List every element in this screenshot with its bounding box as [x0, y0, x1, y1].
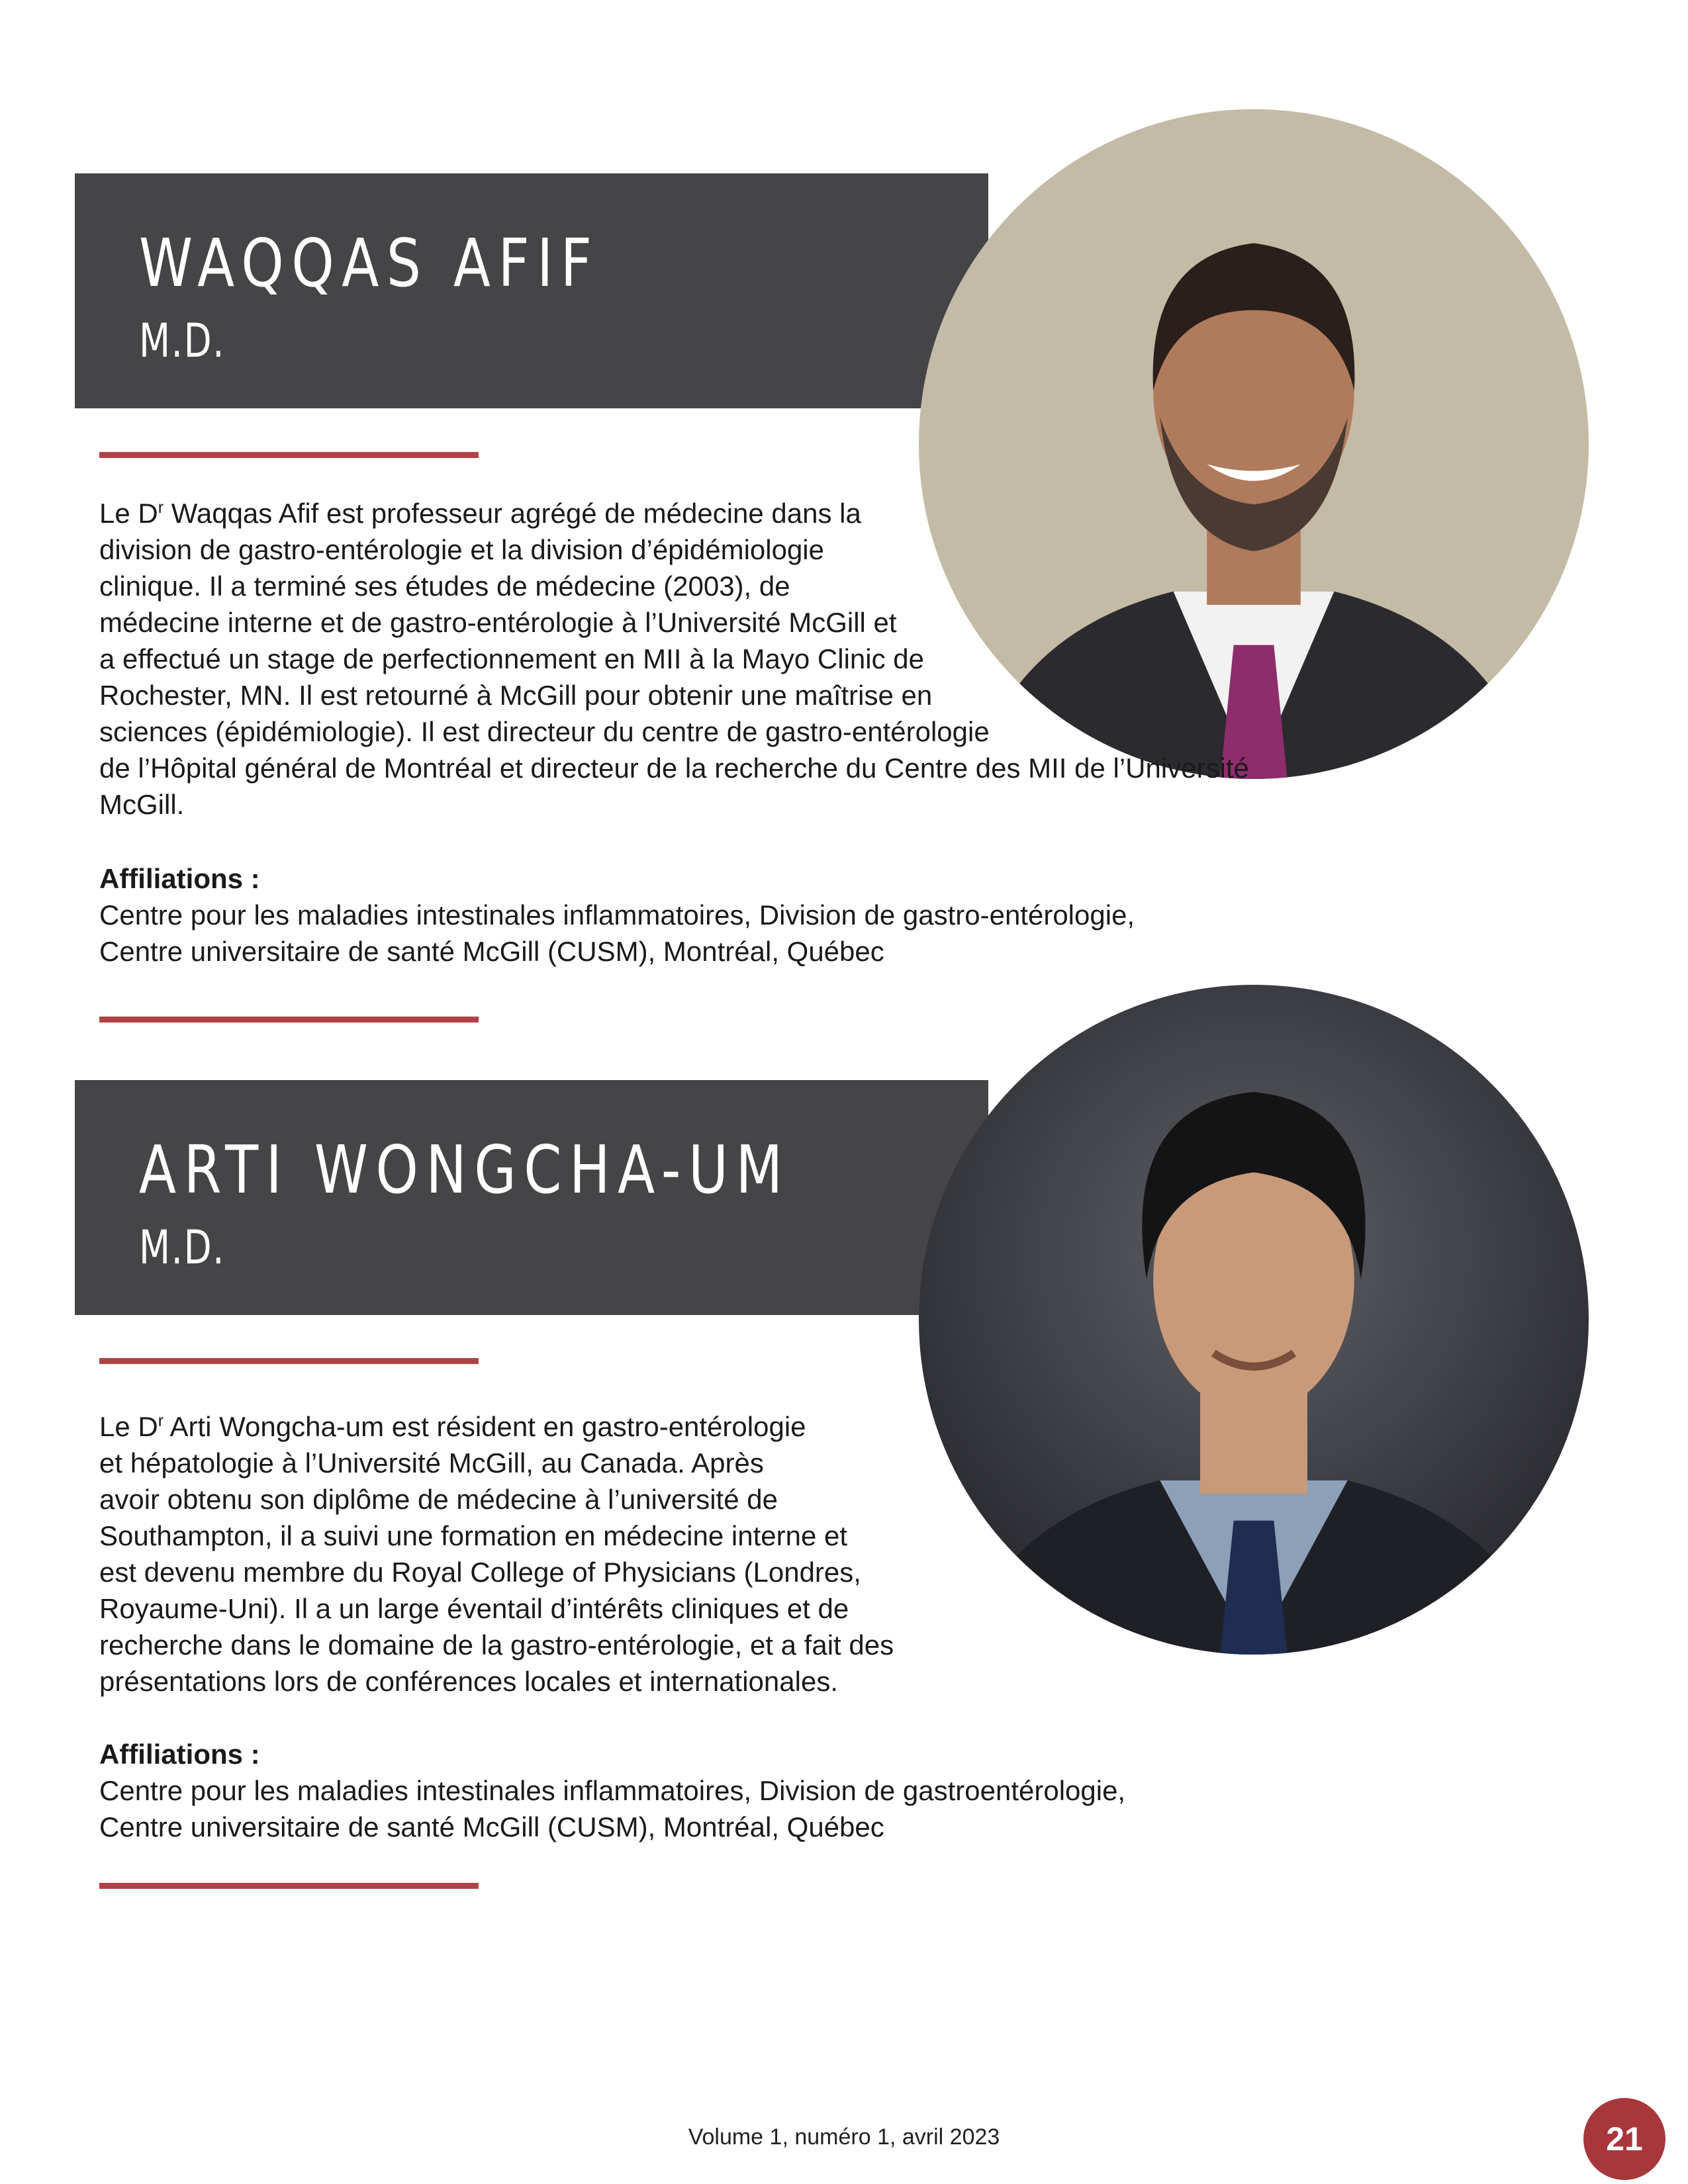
affiliations-label-1: Affiliations :: [99, 863, 260, 894]
profile-name-2: ARTI WONGCHA-UM: [139, 1131, 790, 1208]
bio-line: clinique. Il a terminé ses études de médecine (2003), de: [99, 570, 790, 602]
bio-line: division de gastro-entérologie et la division d’épidémiologie: [99, 534, 824, 565]
bio-first-line: Le $D^r$ Waqqas Afif est professeur agrégé de médecine dans la: [99, 498, 861, 529]
affiliation-line: Centre universitaire de santé McGill (CUSM), Montréal, Québec: [99, 1811, 884, 1843]
bio-line: médecine interne et de gastro-entérologie à l’Université McGill et: [99, 607, 897, 638]
profile-degree-1: M.D.: [139, 314, 226, 368]
bio-line: a effectué un stage de perfectionnement en MII à la Mayo Clinic de: [99, 643, 924, 674]
bio-line: est devenu membre du Royal College of Physicians (Londres,: [99, 1557, 861, 1588]
profile-name-1: WAQQAS AFIF: [139, 224, 600, 302]
bio-line: Rochester, MN. Il est retourné à McGill pour obtenir une maîtrise en: [99, 680, 933, 711]
bio-line: McGill.: [99, 789, 185, 820]
divider-rule: [99, 1358, 479, 1364]
bio-line: Southampton, il a suivi une formation en médecine interne et: [99, 1520, 848, 1551]
bio-first-line: Le $D^r$ Arti Wongcha-um est résident en gastro-entérologie: [99, 1411, 806, 1442]
affiliations-text-1: [99, 897, 1423, 970]
bio-line: sciences (épidémiologie). Il est directeur du centre de gastro-entérologie: [99, 716, 990, 747]
bio-line: et hépatologie à l’Université McGill, au Canada. Après: [99, 1447, 764, 1479]
bio-line: recherche dans le domaine de la gastro-entérologie, et a fait des: [99, 1629, 894, 1661]
affiliations-label-2: Affiliations :: [99, 1739, 260, 1770]
profile-degree-2: M.D.: [139, 1220, 226, 1275]
affiliations-text-2: [99, 1772, 1423, 1845]
page-number-badge: 21: [1583, 2098, 1665, 2180]
affiliation-line: Centre pour les maladies intestinales inflammatoires, Division de gastro-entérologie,: [99, 899, 1135, 931]
divider-rule: [99, 1883, 479, 1889]
profile-bio-2: [99, 1408, 1423, 1700]
bio-line: de l’Hôpital général de Montréal et directeur de la recherche du Centre des MII de l’Université: [99, 752, 1249, 784]
affiliation-line: Centre pour les maladies intestinales inflammatoires, Division de gastroentérologie,: [99, 1775, 1126, 1806]
affiliation-line: Centre universitaire de santé McGill (CUSM), Montréal, Québec: [99, 936, 884, 967]
page-footer: Volume 1, numéro 1, avril 2023: [688, 2124, 1000, 2150]
bio-line: avoir obtenu son diplôme de médecine à l’université de: [99, 1484, 778, 1515]
divider-rule: [99, 1017, 479, 1023]
bio-line: Royaume-Uni). Il a un large éventail d’intérêts cliniques et de: [99, 1593, 849, 1624]
profile-bio-1: [99, 495, 1423, 823]
divider-rule: [99, 452, 479, 458]
bio-line: présentations lors de conférences locales et internationales.: [99, 1666, 838, 1697]
